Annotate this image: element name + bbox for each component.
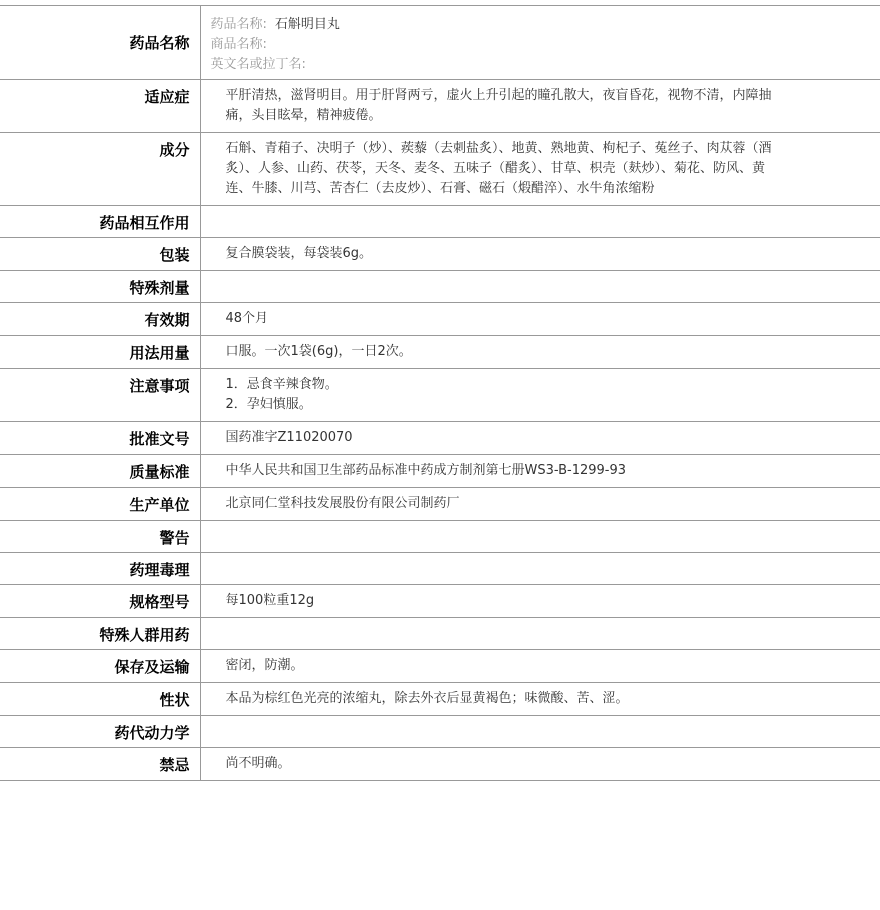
generic-name-key: 药品名称: <box>210 17 267 32</box>
row-label: 注意事项 <box>0 369 200 422</box>
row-label: 特殊剂量 <box>0 271 200 303</box>
table-row <box>0 521 880 553</box>
generic-name-value: 石斛明目丸 <box>274 17 340 32</box>
row-value: 本品为棕红色光亮的浓缩丸，除去外衣后显黄褐色；味微酸、苦、涩。 <box>200 683 880 716</box>
row-value <box>200 369 880 422</box>
table-row <box>0 748 880 781</box>
table-row <box>0 553 880 585</box>
row-value: 北京同仁堂科技发展股份有限公司制药厂 <box>200 488 880 521</box>
table-row <box>0 455 880 488</box>
row-value <box>200 206 880 238</box>
row-value: 中华人民共和国卫生部药品标准中药成方制剂第七册WS3-B-1299-93 <box>200 455 880 488</box>
row-value <box>200 716 880 748</box>
row-value <box>200 618 880 650</box>
row-label: 药品相互作用 <box>0 206 200 238</box>
generic-name-line <box>211 15 786 35</box>
row-value <box>200 521 880 553</box>
drug-name-label: 药品名称 <box>0 6 200 80</box>
row-value: 国药准字Z11020070 <box>200 422 880 455</box>
table-row <box>0 206 880 238</box>
trade-name-line <box>211 35 786 55</box>
table-row <box>0 238 880 271</box>
drug-info-table <box>0 5 880 781</box>
row-label: 性状 <box>0 683 200 716</box>
drug-name-values <box>200 6 880 80</box>
row-label: 保存及运输 <box>0 650 200 683</box>
row-value <box>200 553 880 585</box>
table-row <box>0 369 880 422</box>
row-label: 生产单位 <box>0 488 200 521</box>
latin-name-key: 英文名或拉丁名: <box>210 57 306 72</box>
row-label: 适应症 <box>0 80 200 133</box>
row-label: 包装 <box>0 238 200 271</box>
table-row <box>0 422 880 455</box>
table-row <box>0 133 880 206</box>
row-label: 警告 <box>0 521 200 553</box>
table-row <box>0 488 880 521</box>
table-row <box>0 650 880 683</box>
table-row <box>0 716 880 748</box>
row-label: 药代动力学 <box>0 716 200 748</box>
row-label: 有效期 <box>0 303 200 336</box>
table-row <box>0 683 880 716</box>
table-row <box>0 80 880 133</box>
row-value: 48个月 <box>200 303 880 336</box>
row-value: 平肝清热，滋肾明目。用于肝肾两亏，虚火上升引起的瞳孔散大，夜盲昏花，视物不清，内障抽痛，头目眩晕，精神疲倦。 <box>200 80 880 133</box>
row-label: 特殊人群用药 <box>0 618 200 650</box>
row-label: 规格型号 <box>0 585 200 618</box>
drug-name-row <box>0 6 880 80</box>
table-row <box>0 271 880 303</box>
row-label: 药理毒理 <box>0 553 200 585</box>
row-value-line: 2．孕妇慎服。 <box>225 397 312 412</box>
row-label: 禁忌 <box>0 748 200 781</box>
trade-name-key: 商品名称: <box>210 37 267 52</box>
row-value: 密闭，防潮。 <box>200 650 880 683</box>
row-value <box>200 271 880 303</box>
row-label: 成分 <box>0 133 200 206</box>
row-label: 用法用量 <box>0 336 200 369</box>
latin-name-line <box>211 55 786 75</box>
row-value-line: 1．忌食辛辣食物。 <box>225 377 338 392</box>
table-row <box>0 585 880 618</box>
table-row <box>0 303 880 336</box>
row-value: 口服。一次1袋(6g)，一日2次。 <box>200 336 880 369</box>
row-value: 石斛、青葙子、决明子（炒）、蒺藜（去刺盐炙）、地黄、熟地黄、枸杞子、菟丝子、肉苁蓉（酒炙）、人参、山药、茯苓，天冬、麦冬、五味子（醋炙）、甘草、枳壳（麸炒）、菊花、防风、黄连、牛膝、川芎、苦杏仁（去皮炒）、石膏、磁石（煅醋淬）、水牛角浓缩粉 <box>200 133 880 206</box>
table-row <box>0 336 880 369</box>
table-row <box>0 618 880 650</box>
row-value: 每100粒重12g <box>200 585 880 618</box>
row-label: 批准文号 <box>0 422 200 455</box>
row-value: 复合膜袋装，每袋装6g。 <box>200 238 880 271</box>
row-value: 尚不明确。 <box>200 748 880 781</box>
row-label: 质量标准 <box>0 455 200 488</box>
